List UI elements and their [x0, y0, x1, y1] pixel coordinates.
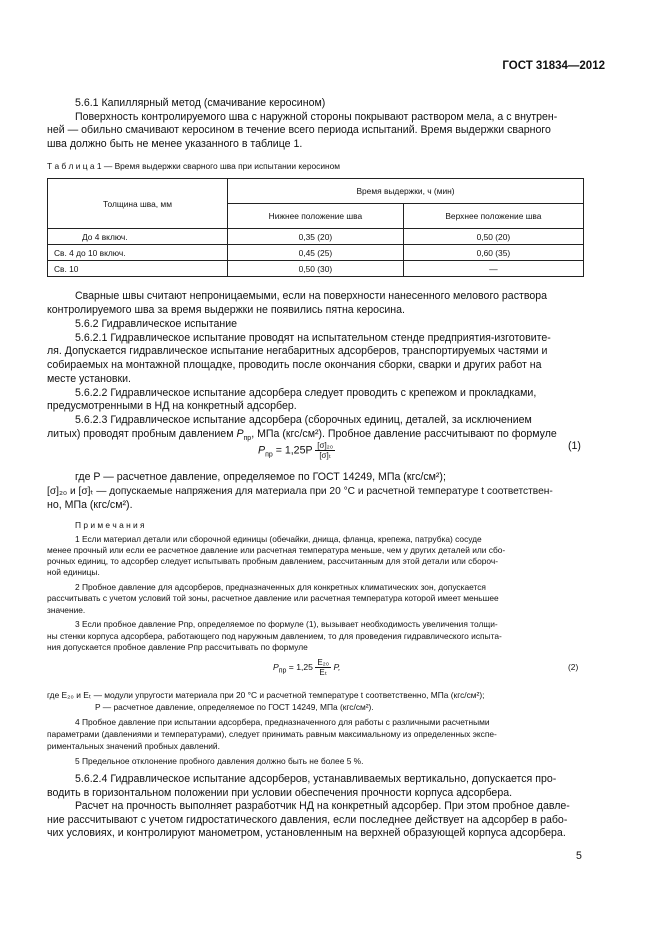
paragraph-text: литых) проводят пробным давлением [47, 428, 237, 440]
paragraph-line: ля. Допускается гидравлическое испытание негабаритных адсорберов, транспортируемых частями и [47, 345, 548, 357]
var-sub: пр [243, 435, 252, 443]
page-number: 5 [576, 850, 582, 862]
note-line: 5 Предельное отклонение пробного давления должно быть не более 5 %. [75, 756, 364, 766]
formula-tail: P, [333, 661, 341, 672]
formula-denominator: Eₜ [319, 668, 328, 677]
formula-lhs-sub: пр [265, 451, 273, 459]
note-line: ны стенки корпуса адсорбера, работающего под наружным давлением, то для проведения гидравлического испыта- [47, 631, 502, 641]
paragraph-line: чих условиях, и контролируют манометром, установленным на верхней образующей корпуса адсорбера. [47, 827, 566, 839]
note-line: ния допускается пробное давление Pпр рассчитывать по формуле [47, 642, 308, 652]
paragraph-line: шва должно быть не менее указанного в таблице 1. [47, 138, 303, 150]
note-line: параметрами (давлениями и температурами), следует принимать равным максимальному из определенных экспе- [47, 729, 497, 739]
note-line: риментальных значений пробных давлений. [47, 741, 220, 751]
note-line: 3 Если пробное давление Pпр, определяемое по формуле (1), вызывает необходимость увеличения толщи- [75, 619, 498, 629]
note-line: 4 Пробное давление при испытании адсорбера, предназначенного для работы с различными расчетными [75, 717, 490, 727]
table-cell: 0,50 (30) [228, 261, 404, 277]
table-cell: Св. 10 [48, 261, 228, 277]
formula-eq: = 1,25P [272, 444, 313, 457]
formula-denominator: [σ]ₜ [319, 451, 332, 460]
note-line: 2 Пробное давление для адсорберов, предназначенных для конкретных климатических зон, допускается [75, 582, 486, 592]
table-cell: 0,50 (20) [403, 229, 583, 245]
formula-numerator: [σ]₂₀ [317, 441, 334, 450]
formula-lhs-sub: пр [278, 667, 287, 675]
paragraph-line: ней — обильно смачивают керосином в течение всего периода испытаний. Время выдержки сварного [47, 124, 551, 136]
paragraph-line: водить в горизонтальном положении при условии обеспечения прочности корпуса адсорбера. [47, 787, 513, 799]
table-cell: 0,35 (20) [228, 229, 404, 245]
formula-number: (2) [568, 662, 579, 672]
table-header-upper: Верхнее положение шва [403, 204, 583, 229]
keroseen-time-table [47, 178, 584, 277]
table-cell: Св. 4 до 10 включ. [48, 245, 228, 261]
table-header-group: Время выдержки, ч (мин) [228, 179, 584, 204]
paragraph-line: ние рассчитывают с учетом гидростатического давления, если последнее действует на адсорбер в рабо- [47, 814, 568, 826]
paragraph-line: Расчет на прочность выполняет разработчик НД на конкретный адсорбер. При этом пробное давле- [75, 800, 570, 812]
formula-lhs: P [273, 661, 279, 672]
note-line: где E₂₀ и Eₜ — модули упругости материала при 20 °С и расчетной температуре t соответственно, МПа (кгс/см²); [47, 690, 485, 700]
paragraph-line: месте установки. [47, 373, 132, 385]
table-cell: — [403, 261, 583, 277]
formula-eq: = 1,25 [286, 661, 313, 672]
paragraph-line: 5.6.2.2 Гидравлическое испытание адсорбера следует проводить с крепежом и прокладками, [75, 387, 537, 399]
paragraph-line: 5.6.2.3 Гидравлическое испытание адсорбера (сборочных единиц, деталей, за исключением [75, 414, 532, 426]
formula-fraction [315, 441, 335, 460]
paragraph-line: Поверхность контролируемого шва с наружной стороны покрывают раствором мела, а с внутрен- [75, 111, 558, 123]
paragraph-text: , МПа (кгс/см²). Пробное давление рассчитывают по формуле [251, 428, 557, 440]
notes-title: П р и м е ч а н и я [75, 520, 145, 530]
formula-fraction [315, 658, 331, 677]
paragraph-line: где P — расчетное давление, определяемое по ГОСТ 14249, МПа (кгс/см²); [75, 471, 446, 483]
note-line: значение. [47, 605, 86, 615]
note-line: рочных единиц, то адсорбер следует испытывать пробным давлением, рассчитанным для этой детали или сбороч- [47, 556, 499, 566]
formula-numerator: E₂₀ [317, 658, 330, 667]
formula-lhs: P [258, 444, 266, 457]
note-line: P — расчетное давление, определяемое по ГОСТ 14249, МПа (кгс/см²). [95, 702, 374, 712]
table-row [48, 261, 584, 277]
note-line: менее прочный или если ее расчетное давление или расчетная температура меньше, чем у других деталей или сбо- [47, 545, 506, 555]
table-caption: Т а б л и ц а 1 — Время выдержки сварного шва при испытании керосином [47, 161, 341, 171]
table-cell: 0,45 (25) [228, 245, 404, 261]
note-line: 1 Если материал детали или сборочной единицы (обечайки, днища, фланца, крепежа, патрубка) сосуде [75, 534, 482, 544]
table-row [48, 245, 584, 261]
paragraph-line: Сварные швы считают непроницаемыми, если на поверхности нанесенного мелового раствора [75, 290, 548, 302]
formula-number: (1) [568, 440, 581, 452]
table-cell: До 4 включ. [48, 229, 228, 245]
table-row [48, 229, 584, 245]
formula-2 [273, 658, 341, 677]
section-heading-5-6-2: 5.6.2 Гидравлическое испытание [75, 318, 238, 330]
paragraph-line: предусмотренными в НД на конкретный адсорбер. [47, 400, 297, 412]
formula-1 [258, 441, 335, 460]
document-header: ГОСТ 31834—2012 [502, 60, 605, 72]
table-header-thickness: Толщина шва, мм [48, 179, 228, 229]
paragraph-line: но, МПа (кгс/см²). [47, 499, 133, 511]
paragraph-line: [σ]₂₀ и [σ]ₜ — допускаемые напряжения для материала при 20 °С и расчетной температуре t соответствен- [47, 486, 553, 497]
note-line: рассчитывать с учетом условий той зоны, расчетное давление или расчетная температура которой имеет меньшее [47, 593, 499, 603]
paragraph-line: 5.6.2.1 Гидравлическое испытание проводят на испытательном стенде предприятия-изготовите- [75, 332, 551, 344]
table-cell: 0,60 (35) [403, 245, 583, 261]
paragraph-line: собираемых на монтажной площадке, проводить после окончания сборки, сварки и других работ на [47, 359, 542, 371]
section-heading-5-6-1: 5.6.1 Капиллярный метод (смачивание керосином) [75, 97, 326, 109]
note-line: ной единицы. [47, 567, 100, 577]
paragraph-line: контролируемого шва за время выдержки не появились пятна керосина. [47, 304, 405, 316]
table-header-lower: Нижнее положение шва [228, 204, 404, 229]
paragraph-line: 5.6.2.4 Гидравлическое испытание адсорберов, устанавливаемых вертикально, допускается про- [75, 773, 557, 785]
var-p: P [236, 428, 244, 440]
